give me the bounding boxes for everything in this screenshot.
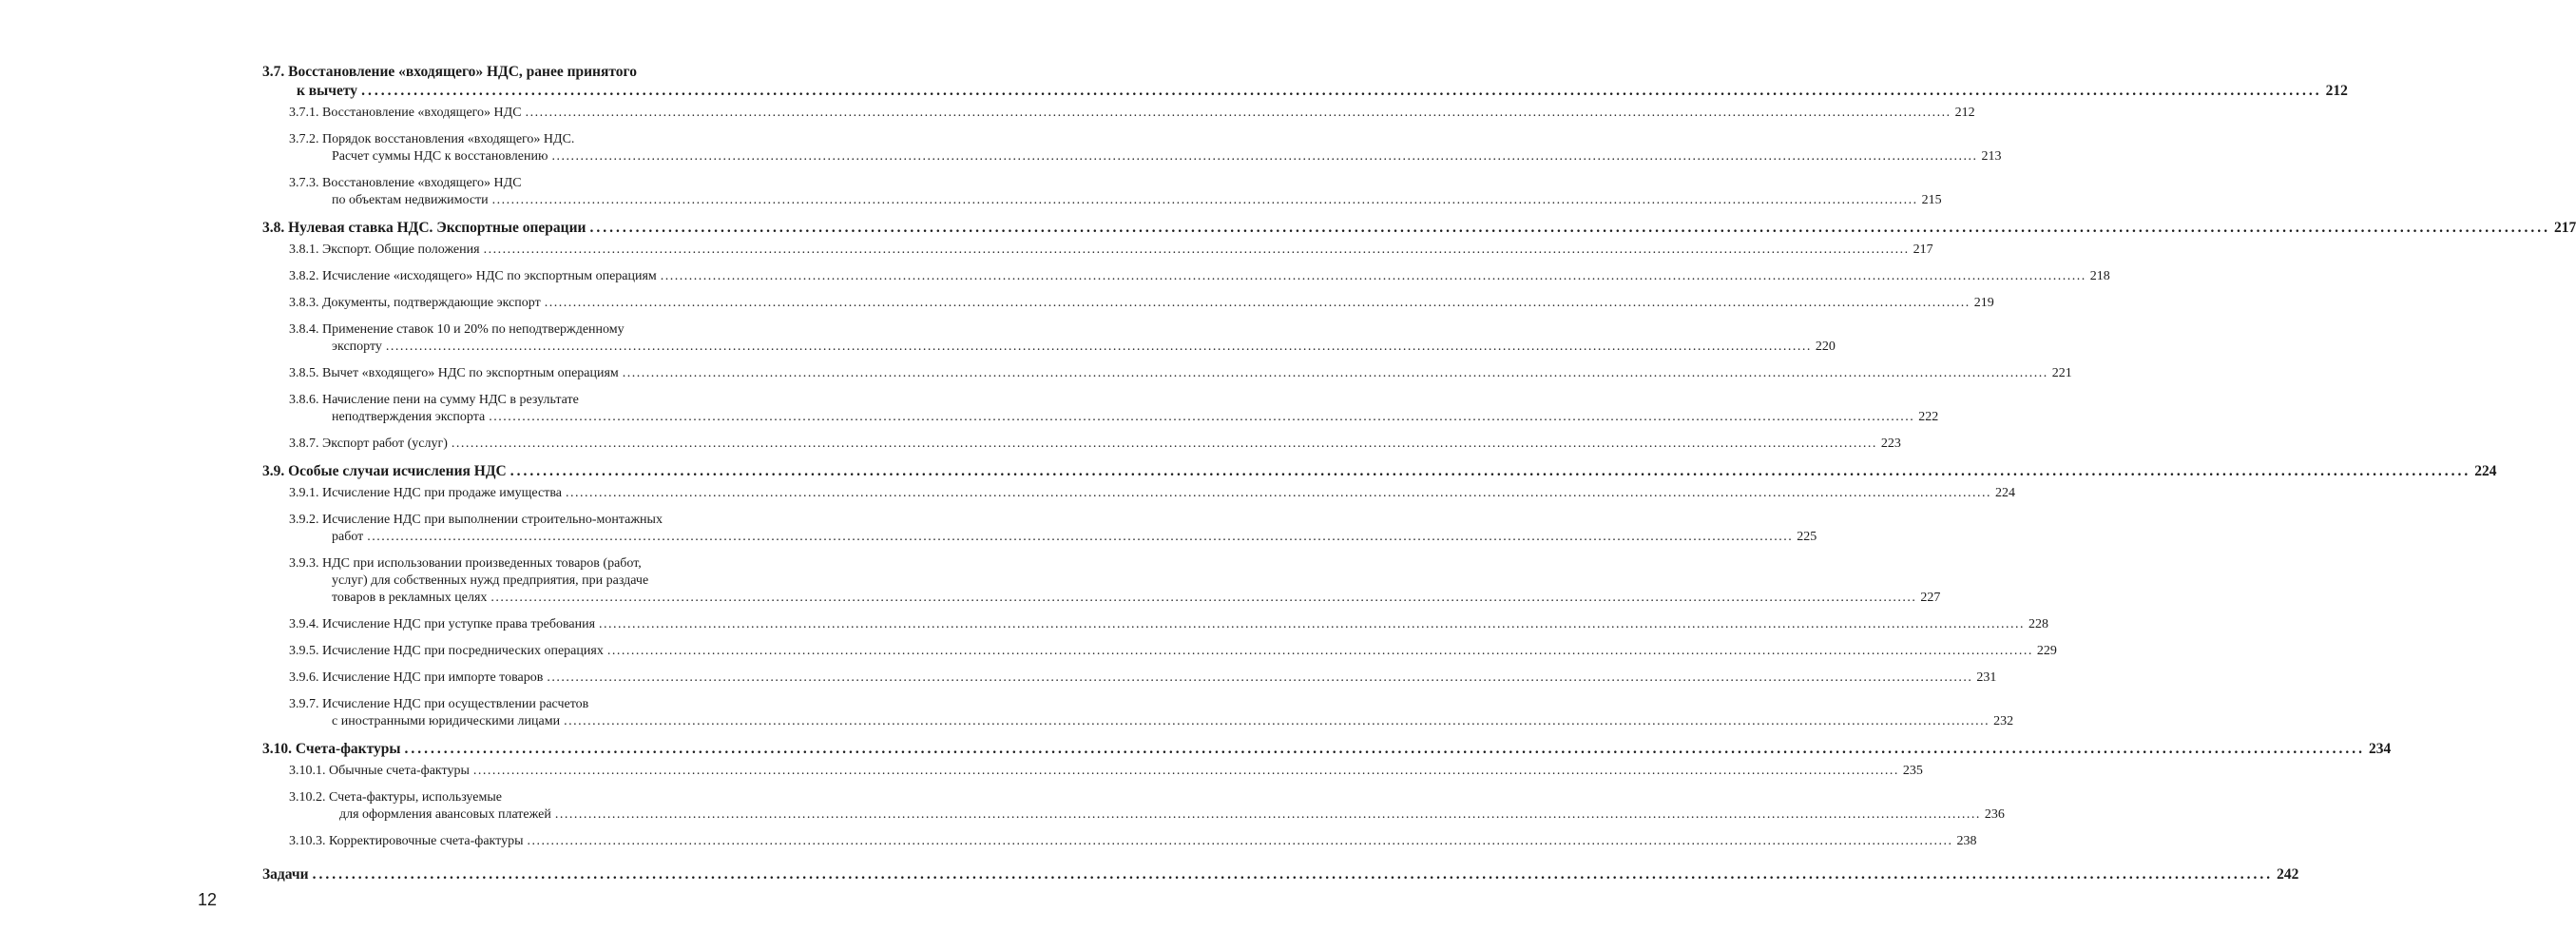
subentry-label: Документы, подтверждающие экспорт [322, 296, 541, 310]
section-text: Задачи [262, 866, 309, 883]
subentry-page: 221 [2051, 366, 2072, 380]
subentry-text [289, 643, 604, 660]
section-text: 3.8. Нулевая ставка НДС. Экспортные операции [262, 220, 586, 236]
leader-dots: ............................................................................................................................................................................................................................................................................................................ [451, 437, 1877, 451]
subentry-page: 218 [2089, 269, 2110, 283]
subentry-page: 228 [2028, 617, 2049, 631]
subentry-last-line [289, 148, 2002, 165]
subentry-last-line [289, 806, 2005, 824]
subentry-label: Исчисление НДС при продаже имущества [322, 486, 562, 500]
toc-subentry [262, 321, 1836, 356]
subentry-row [332, 529, 1817, 546]
subentry-page: 229 [2036, 644, 2057, 658]
subentry-page: 238 [1956, 834, 1977, 848]
subentry-label: Исчисление НДС при уступке права требования [322, 617, 596, 631]
toc-subentry [262, 763, 1923, 780]
leader-dots: ............................................................................................................................................................................................................................................................................................................ [385, 340, 1812, 354]
subentry-label: Исчисление НДС при импорте товаров [322, 670, 544, 685]
subentry-page: 232 [1993, 714, 2014, 728]
subentry-number: 3.8.6. [289, 393, 319, 407]
leader-dots: ............................................................................................................................................................................................................................................................................................................ [589, 220, 2550, 236]
subentry-number: 3.9.4. [289, 617, 319, 631]
subentry-label: Корректировочные счета-фактуры [329, 834, 524, 848]
subentry-page: 235 [1902, 764, 1923, 778]
subentry-row [332, 409, 1939, 426]
toc-section [262, 865, 2299, 884]
leader-dots: ............................................................................................................................................................................................................................................................................................................ [404, 741, 2365, 757]
subentry-text: для оформления авансовых платежей [339, 807, 551, 822]
subentry-number: 3.8.7. [289, 437, 319, 451]
toc-subentry [262, 131, 2002, 165]
leader-dots: ............................................................................................................................................................................................................................................................................................................ [367, 530, 1794, 544]
subentry-row [332, 192, 1942, 209]
toc-subentry [262, 105, 1975, 122]
subentry-label: Экспорт работ (услуг) [322, 437, 448, 451]
section-heading [262, 219, 2576, 238]
subentry-first-line [289, 175, 753, 192]
subentry-number: 3.9.5. [289, 644, 319, 658]
subentry-last-line [289, 713, 2014, 730]
leader-dots: ............................................................................................................................................................................................................................................................................................................ [361, 83, 2322, 99]
subentry-text: неподтверждения экспорта [332, 410, 486, 424]
subentry-page: 212 [1954, 106, 1975, 120]
subentry-page: 225 [1797, 530, 1817, 544]
subentry-last-line [289, 339, 1836, 356]
subentry-row [289, 436, 1901, 453]
leader-dots: ............................................................................................................................................................................................................................................................................................................ [544, 296, 1970, 310]
subentry-text [289, 268, 657, 285]
subentry-first-line [289, 696, 753, 713]
toc-subentry [262, 242, 1933, 259]
subentry-text [289, 670, 543, 687]
leader-dots: ............................................................................................................................................................................................................................................................................................................ [660, 269, 2086, 283]
toc-subentry [262, 392, 1939, 426]
leader-dots: ............................................................................................................................................................................................................................................................................................................ [551, 149, 1978, 164]
subentry-continuation: услуг) для собственных нужд предприятия, при раздаче [332, 573, 649, 588]
leader-dots: ............................................................................................................................................................................................................................................................................................................ [564, 714, 1990, 728]
toc-subentry [262, 670, 1997, 687]
subentry-text: Расчет суммы НДС к восстановлению [332, 149, 548, 164]
subentry-first-line [289, 392, 753, 409]
subentry-text: Применение ставок 10 и 20% по неподтвержденному [322, 322, 625, 337]
subentry-page: 213 [1981, 149, 2002, 164]
leader-dots: ............................................................................................................................................................................................................................................................................................................ [554, 807, 1981, 822]
subentry-page: 215 [1921, 193, 1942, 207]
leader-dots: ............................................................................................................................................................................................................................................................................................................ [509, 463, 2471, 479]
leader-dots: ............................................................................................................................................................................................................................................................................................................ [527, 834, 1953, 848]
subentry-row [289, 295, 1994, 312]
subentry-row [289, 643, 2057, 660]
subentry-first-line [289, 321, 753, 339]
section-row [262, 740, 2392, 759]
subentry-number: 3.7.1. [289, 106, 319, 120]
toc-section [262, 740, 2392, 850]
subentry-text: Исчисление НДС при выполнении строительно-монтажных [322, 513, 663, 527]
section-title-line: 3.7. Восстановление «входящего» НДС, ранее принятого [262, 64, 637, 80]
toc-subentry [262, 175, 1942, 209]
subentry-number: 3.7.3. [289, 176, 319, 190]
subentry-row [289, 365, 2072, 382]
subentry-text: с иностранными юридическими лицами [332, 714, 561, 728]
subentry-page: 224 [1994, 486, 2015, 500]
subentry-row [332, 339, 1836, 356]
table-of-contents [262, 63, 2576, 893]
toc-subentry [262, 555, 1941, 607]
subentry-text [289, 833, 523, 850]
section-heading [262, 63, 2348, 101]
subentry-text: Исчисление НДС при осуществлении расчетов [322, 697, 589, 711]
subentry-row [289, 268, 2110, 285]
subentry-last-line [289, 409, 1939, 426]
section-page: 217 [2553, 220, 2576, 236]
subentry-number: 3.8.4. [289, 322, 319, 337]
subentry-last-line [289, 590, 1941, 607]
toc-subentry [262, 512, 1817, 546]
subentry-text [289, 105, 522, 122]
subentry-number: 3.8.1. [289, 243, 319, 257]
subentry-page: 217 [1913, 243, 1933, 257]
section-page: 234 [2369, 741, 2392, 757]
subentry-number: 3.9.1. [289, 486, 319, 500]
toc-subentry [262, 696, 2014, 730]
toc-subentry [262, 616, 2049, 633]
subentry-text: Счета-фактуры, используемые [329, 790, 502, 805]
subentry-number: 3.10.1. [289, 764, 326, 778]
section-row [262, 865, 2299, 884]
page-number: 12 [198, 890, 218, 909]
subentry-number: 3.10.2. [289, 790, 326, 805]
toc-subentry [262, 436, 1901, 453]
subentry-row [289, 242, 1933, 259]
leader-dots: ............................................................................................................................................................................................................................................................................................................ [525, 106, 1951, 120]
subentry-text: НДС при использовании произведенных товаров (работ, [322, 556, 642, 571]
subentry-page: 223 [1880, 437, 1901, 451]
subentry-text: работ [332, 530, 364, 544]
subentry-row [332, 590, 1941, 607]
subentry-row [289, 833, 1977, 850]
subentry-last-line [289, 192, 1942, 209]
subentry-row [289, 763, 1923, 780]
section-row [262, 462, 2497, 481]
subentry-number: 3.10.3. [289, 834, 326, 848]
subentry-label: Экспорт. Общие положения [322, 243, 480, 257]
section-heading [262, 865, 2299, 884]
subentry-page: 219 [1973, 296, 1994, 310]
section-text: 3.10. Счета-фактуры [262, 741, 401, 757]
subentry-text: товаров в рекламных целях [332, 591, 488, 605]
subentry-first-line [289, 555, 753, 573]
subentry-text: Начисление пени на сумму НДС в результате [322, 393, 579, 407]
leader-dots: ............................................................................................................................................................................................................................................................................................................ [472, 764, 1899, 778]
subentry-first-line [289, 131, 753, 148]
section-page: 242 [2277, 866, 2299, 883]
toc-subentry [262, 295, 1994, 312]
toc-section [262, 219, 2576, 453]
leader-dots: ............................................................................................................................................................................................................................................................................................................ [312, 866, 2274, 883]
subentry-text [289, 436, 448, 453]
subentry-text: Порядок восстановления «входящего» НДС. [322, 132, 575, 146]
subentry-label: Исчисление «исходящего» НДС по экспортным операциям [322, 269, 657, 283]
subentry-page: 222 [1918, 410, 1939, 424]
subentry-text [289, 485, 562, 502]
subentry-row [289, 485, 2015, 502]
section-page: 212 [2325, 83, 2348, 99]
subentry-text: по объектам недвижимости [332, 193, 489, 207]
subentry-page: 227 [1920, 591, 1941, 605]
section-row [262, 82, 2348, 101]
leader-dots: ............................................................................................................................................................................................................................................................................................................ [489, 410, 1915, 424]
subentry-label: Вычет «входящего» НДС по экспортным операциям [322, 366, 619, 380]
leader-dots: ............................................................................................................................................................................................................................................................................................................ [490, 591, 1917, 605]
subentry-number: 3.9.3. [289, 556, 319, 571]
subentry-text: Восстановление «входящего» НДС [322, 176, 522, 190]
toc-subentry [262, 833, 1977, 850]
section-heading [262, 740, 2392, 759]
subentry-row [289, 616, 2049, 633]
subentry-row [332, 713, 2014, 730]
subentry-label: Исчисление НДС при посреднических операциях [322, 644, 604, 658]
subentry-row [339, 806, 2005, 824]
subentry-text [289, 616, 595, 633]
toc-subentry [262, 789, 2005, 824]
leader-dots: ............................................................................................................................................................................................................................................................................................................ [483, 243, 1910, 257]
subentry-first-line [289, 512, 753, 529]
subentry-number: 3.9.7. [289, 697, 319, 711]
subentry-row [332, 148, 2002, 165]
toc-subentry [262, 485, 2015, 502]
subentry-number: 3.9.2. [289, 513, 319, 527]
subentry-last-line [289, 529, 1817, 546]
toc-section [262, 462, 2497, 730]
leader-dots: ............................................................................................................................................................................................................................................................................................................ [622, 366, 2048, 380]
leader-dots: ............................................................................................................................................................................................................................................................................................................ [599, 617, 2026, 631]
toc-subentry [262, 268, 2110, 285]
subentry-number: 3.8.3. [289, 296, 319, 310]
leader-dots: ............................................................................................................................................................................................................................................................................................................ [547, 670, 1973, 685]
subentry-page: 236 [1984, 807, 2005, 822]
section-text: к вычету [297, 83, 358, 99]
toc-subentry [262, 643, 2057, 660]
subentry-number: 3.7.2. [289, 132, 319, 146]
subentry-text [289, 763, 470, 780]
subentry-text: экспорту [332, 340, 382, 354]
subentry-number: 3.8.2. [289, 269, 319, 283]
leader-dots: ............................................................................................................................................................................................................................................................................................................ [606, 644, 2033, 658]
section-row [262, 219, 2576, 238]
subentry-number: 3.9.6. [289, 670, 319, 685]
subentry-text [289, 295, 541, 312]
section-text: 3.9. Особые случаи исчисления НДС [262, 463, 507, 479]
leader-dots: ............................................................................................................................................................................................................................................................................................................ [491, 193, 1918, 207]
subentry-row [289, 105, 1975, 122]
subentry-row [289, 670, 1997, 687]
toc-subentry [262, 365, 2072, 382]
subentry-text [289, 242, 480, 259]
subentry-text [289, 365, 619, 382]
subentry-label: Восстановление «входящего» НДС [322, 106, 522, 120]
subentry-number: 3.8.5. [289, 366, 319, 380]
toc-section [262, 63, 2348, 209]
leader-dots: ............................................................................................................................................................................................................................................................................................................ [565, 486, 1991, 500]
section-heading [262, 462, 2497, 481]
subentry-label: Обычные счета-фактуры [329, 764, 470, 778]
section-page: 224 [2474, 463, 2497, 479]
subentry-page: 231 [1976, 670, 1997, 685]
subentry-first-line [289, 789, 753, 806]
subentry-page: 220 [1815, 340, 1836, 354]
